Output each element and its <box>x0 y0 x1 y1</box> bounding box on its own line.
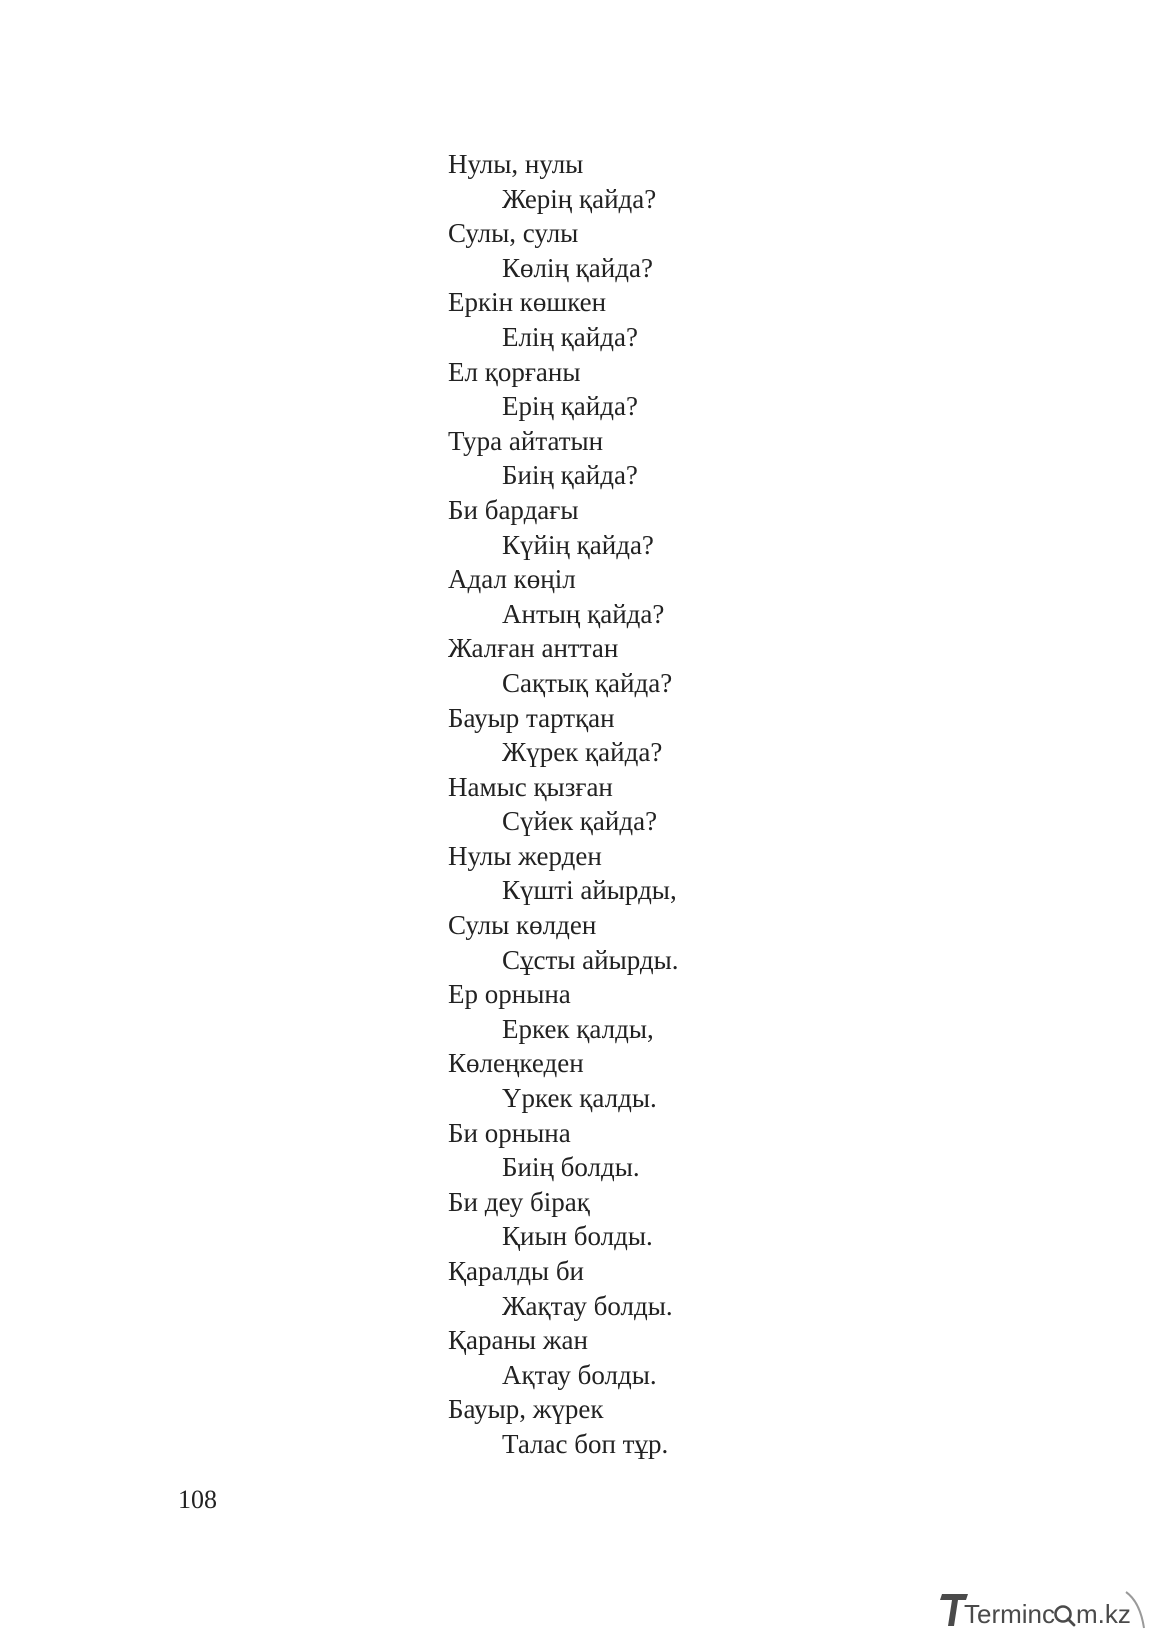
poem-line-indented: Қиын болды. <box>502 1221 653 1252</box>
poem-line: Нулы, нулы <box>448 149 584 179</box>
poem-line: Бауыр, жүрек <box>448 1394 604 1425</box>
poem-line-indented: Ерің қайда? <box>502 391 638 422</box>
poem-line-indented: Биің болды. <box>502 1152 640 1183</box>
poem-line: Жалған анттан <box>448 633 619 664</box>
poem-line-indented: Сұсты айырды. <box>502 944 679 975</box>
poem-line: Еркін көшкен <box>448 287 607 318</box>
poem-line-indented: Сақтық қайда? <box>502 667 673 698</box>
poem-line-indented: Сүйек қайда? <box>502 806 658 837</box>
page-number: 108 <box>178 1485 217 1514</box>
watermark-logo <box>940 1590 1145 1630</box>
poem-line: Қараны жан <box>448 1325 588 1356</box>
poem-line-indented: Жүрек қайда? <box>502 737 663 768</box>
poem-line-indented: Күшті айырды, <box>502 875 677 906</box>
watermark-text-left: Terminc <box>964 1599 1056 1629</box>
poem-line-indented: Үркек қалды. <box>502 1083 657 1114</box>
poem-line-indented: Жерің қайда? <box>502 183 657 214</box>
poem-line-indented: Күйің қайда? <box>502 529 654 560</box>
poem-line: Сулы көлден <box>448 910 597 941</box>
poem-line-indented: Антың қайда? <box>502 598 665 629</box>
poem-line: Ел қорғаны <box>448 356 581 387</box>
poem-line: Би орнына <box>448 1117 571 1148</box>
poem-line-indented: Биің қайда? <box>502 460 638 491</box>
poem-line-indented: Жақтау болды. <box>502 1290 673 1321</box>
poem-line: Адал көңіл <box>448 564 576 595</box>
watermark-svg <box>940 1590 1145 1630</box>
poem-line: Қаралды би <box>448 1256 585 1286</box>
poem-line-indented: Ақтау болды. <box>502 1359 657 1390</box>
magnifier-icon <box>1056 1607 1075 1626</box>
poem-line: Көлеңкеден <box>448 1048 584 1079</box>
poem-line: Би деу бірақ <box>448 1186 590 1217</box>
poem-line-indented: Талас боп тұр. <box>502 1428 669 1459</box>
poem-line: Намыс қызған <box>448 771 613 802</box>
watermark-text-right: m.kz <box>1076 1599 1131 1629</box>
poem-line: Нулы жерден <box>448 840 602 871</box>
poem-line-indented: Еркек қалды, <box>502 1013 654 1044</box>
poem <box>448 147 848 1462</box>
poem-line: Бауыр тартқан <box>448 702 615 733</box>
poem-line: Тура айтатын <box>448 425 604 456</box>
poem-line: Би бардағы <box>448 494 579 525</box>
poem-line-indented: Елің қайда? <box>502 321 638 352</box>
poem-line: Ер орнына <box>448 979 571 1010</box>
poem-line-indented: Көлің қайда? <box>502 252 653 283</box>
poem-line: Сулы, сулы <box>448 218 579 249</box>
